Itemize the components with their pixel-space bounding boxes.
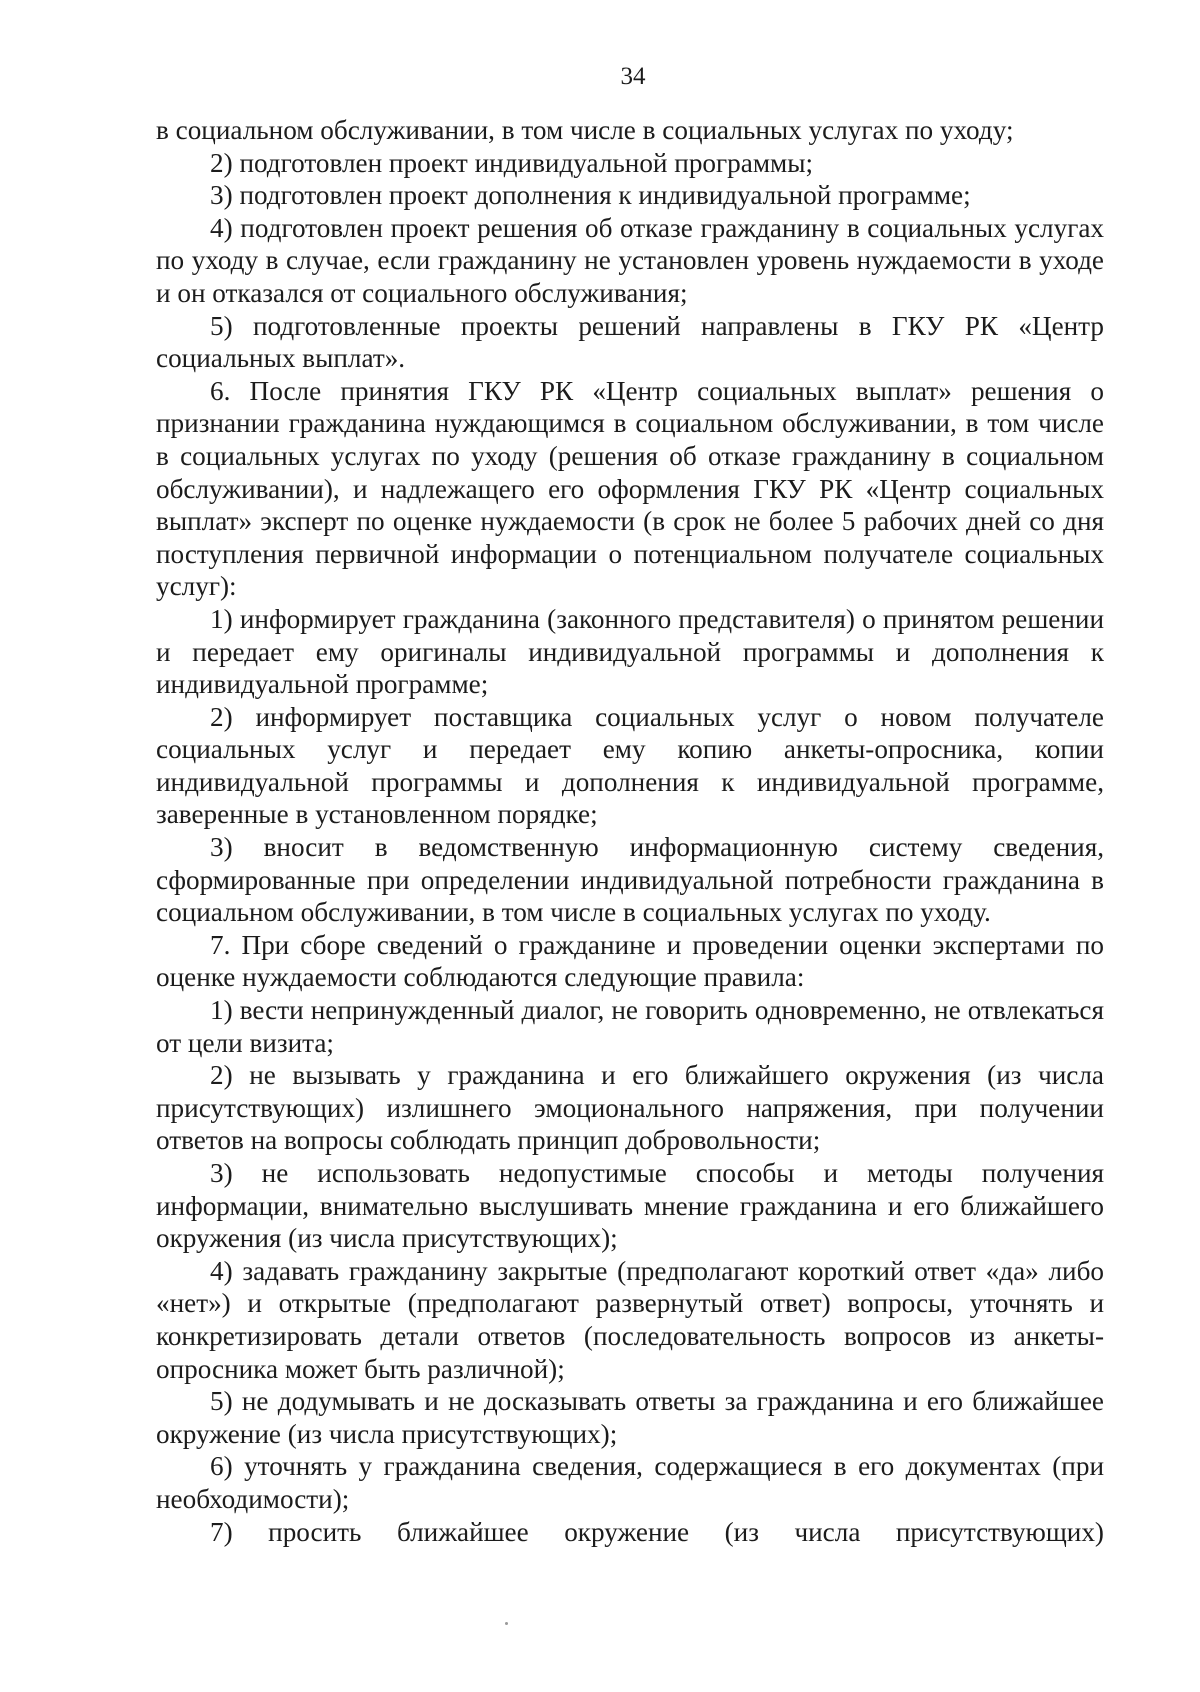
list-item-3-draft-addition: 3) подготовлен проект дополнения к индивидуальной программе;	[210, 180, 971, 211]
clause-7-item-6: 6) уточнять у гражданина сведения, содержащиеся в его документах (при необходимости);	[156, 1451, 1104, 1514]
clause-7-item-3: 3) не использовать недопустимые способы и методы получения информации, внимательно выслушивать мнение гражданина и его ближайшего окружения (из числа присутствующих);	[156, 1158, 1104, 1254]
clause-6-item-2: 2) информирует поставщика социальных услуг о новом получателе социальных услуг и передает ему копию анкеты-опросника, копии индивидуальной программы и дополнения к индивидуальной программе, заверенные в установленном порядке;	[156, 701, 1104, 830]
scan-speck	[505, 1622, 508, 1625]
clause-7-item-5: 5) не додумывать и не досказывать ответы за гражданина и его ближайшее окружение (из числа присутствующих);	[156, 1386, 1104, 1449]
clause-6: 6. После принятия ГКУ РК «Центр социальных выплат» решения о признании гражданина нуждающимся в социальном обслуживании, в том числе в социальных услугах по уходу (решения об отказе гражданину в социальном обслуживании), и надлежащего его оформления ГКУ РК «Центр социальных выплат» эксперт по оценке нуждаемости (в срок не более 5 рабочих дней со дня поступления первичной информации о потенциальном получателе социальных услуг):	[156, 375, 1104, 602]
page-number: 34	[620, 63, 646, 90]
list-item-4-draft-refusal: 4) подготовлен проект решения об отказе гражданину в социальных услугах по уходу в случае, если гражданину не установлен уровень нуждаемости в уходе и он отказался от социального обслуживания;	[156, 212, 1104, 308]
clause-6-item-3: 3) вносит в ведомственную информационную систему сведения, сформированные при определении индивидуальной потребности гражданина в социальном обслуживании, в том числе в социальных услугах по уходу.	[156, 832, 1104, 928]
document-body	[156, 114, 1104, 1548]
list-item-5-drafts-sent: 5) подготовленные проекты решений направлены в ГКУ РК «Центр социальных выплат».	[156, 310, 1104, 374]
list-item-2-draft-program: 2) подготовлен проект индивидуальной программы;	[210, 147, 814, 178]
paragraph-continuation: в социальном обслуживании, в том числе в социальных услугах по уходу;	[156, 115, 1014, 145]
clause-6-item-1: 1) информирует гражданина (законного представителя) о принятом решении и передает ему оригиналы индивидуальной программы и дополнения к индивидуальной программе;	[156, 603, 1104, 700]
clause-7: 7. При сборе сведений о гражданине и проведении оценки экспертами по оценке нуждаемости соблюдаются следующие правила:	[156, 929, 1104, 993]
clause-7-item-4: 4) задавать гражданину закрытые (предполагают короткий ответ «да» либо «нет») и открытые (предполагают развернутый ответ) вопросы, уточнять и конкретизировать детали ответов (последовательность вопросов из анкеты-опросника может быть различной);	[156, 1255, 1104, 1384]
clause-7-item-1: 1) вести непринужденный диалог, не говорить одновременно, не отвлекаться от цели визита;	[156, 995, 1104, 1058]
clause-7-item-2: 2) не вызывать у гражданина и его ближайшего окружения (из числа присутствующих) излишнего эмоционального напряжения, при получении ответов на вопросы соблюдать принцип добровольности;	[156, 1060, 1104, 1156]
clause-7-item-7: 7) просить ближайшее окружение (из числа присутствующих)	[210, 1516, 1104, 1547]
